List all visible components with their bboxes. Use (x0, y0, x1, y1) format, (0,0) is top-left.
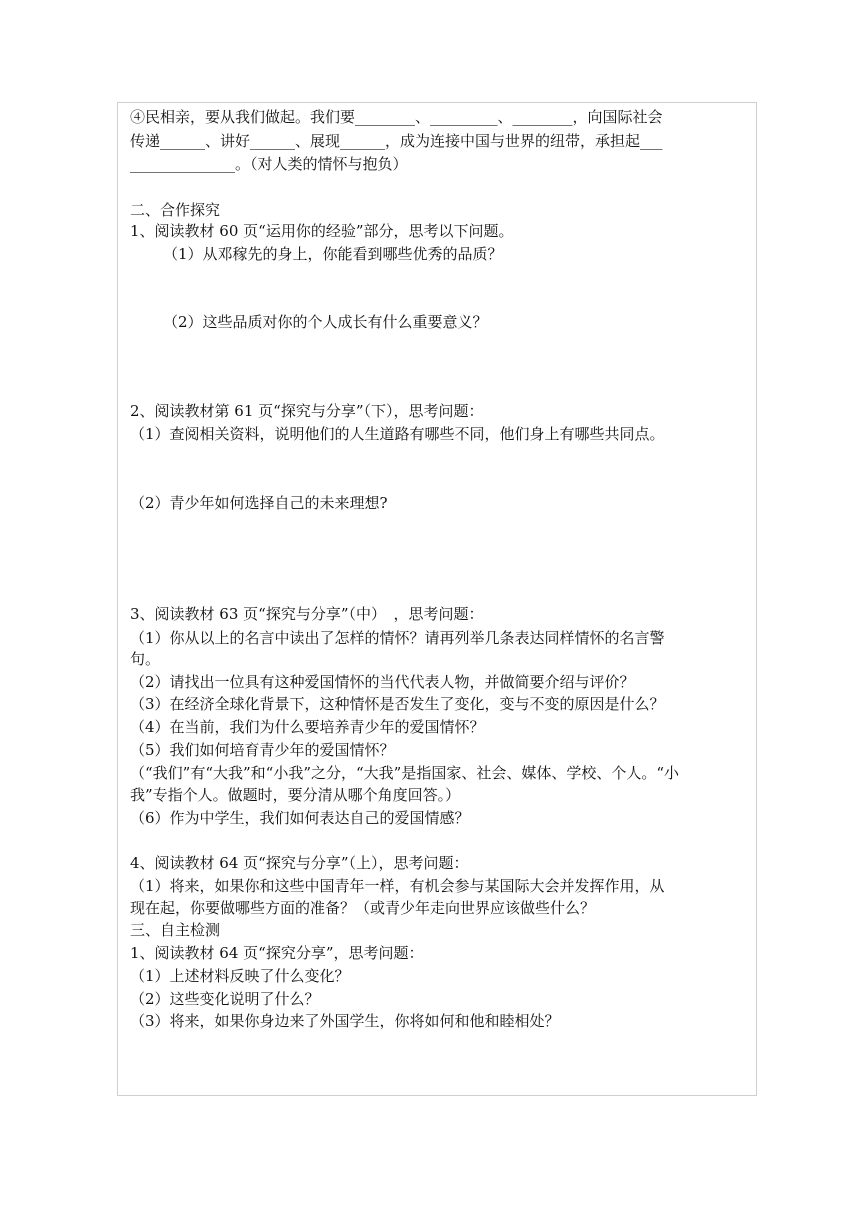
section-heading-cooperative-inquiry: 二、合作探究 (130, 201, 221, 219)
fill-in-line-2: 传递______、讲好______、展现______，成为连接中国与世界的纽带，承担起___ (130, 132, 663, 150)
question-2-2: （2）青少年如何选择自己的未来理想? (130, 494, 388, 512)
question-3-1-line-2: 句。 (130, 650, 161, 668)
fill-in-line-3: ______________。（对人类的情怀与抱负） (130, 155, 408, 173)
question-1-prompt: 1、阅读教材 60 页“运用你的经验”部分，思考以下问题。 (130, 222, 514, 240)
question-1-2: （2）这些品质对你的个人成长有什么重要意义？ (163, 313, 488, 331)
fill-in-line-1: ④民相亲，要从我们做起。我们要________、_________、________，向国际社会 (130, 108, 663, 126)
note-line-1: （“我们”有“大我”和“小我”之分，“大我”是指国家、社会、媒体、学校、个人。“小 (130, 764, 680, 782)
question-3-5: （5）我们如何培育青少年的爱国情怀？ (130, 741, 395, 759)
question-3-1-line-1: （1）你从以上的名言中读出了怎样的情怀？请再列举几条表达同样情怀的名言警 (130, 629, 665, 647)
question-2-1: （1）查阅相关资料，说明他们的人生道路有哪些不同，他们身上有哪些共同点。 (130, 425, 665, 443)
question-4-1-line-2: 现在起，你要做哪些方面的准备？（或青少年走向世界应该做些什么？ (130, 899, 596, 917)
question-3-6: （6）作为中学生，我们如何表达自己的爱国情感？ (130, 809, 470, 827)
question-4-prompt: 4、阅读教材 64 页“探究与分享”（上），思考问题： (130, 854, 469, 872)
question-4-1-line-1: （1）将来，如果你和这些中国青年一样，有机会参与某国际大会并发挥作用，从 (130, 877, 665, 895)
question-3-4: （4）在当前，我们为什么要培养青少年的爱国情怀？ (130, 718, 485, 736)
question-1-1: （1）从邓稼先的身上，你能看到哪些优秀的品质？ (163, 245, 503, 263)
question-2-prompt: 2、阅读教材第 61 页“探究与分享”（下），思考问题： (130, 402, 484, 420)
self-check-1-prompt: 1、阅读教材 64 页“探究分享”，思考问题： (130, 944, 424, 962)
question-3-2: （2）请找出一位具有这种爱国情怀的当代代表人物，并做简要介绍与评价？ (130, 673, 635, 691)
question-3-prompt: 3、阅读教材 63 页“探究与分享”（中） ，思考问题： (130, 605, 484, 623)
self-check-1-2: （2）这些变化说明了什么？ (130, 990, 320, 1008)
section-heading-self-check: 三、自主检测 (130, 921, 221, 939)
note-line-2: 我”专指个人。做题时，要分清从哪个角度回答。） (130, 786, 461, 804)
self-check-1-3: （3）将来，如果你身边来了外国学生，你将如何和他和睦相处？ (130, 1012, 560, 1030)
question-3-3: （3）在经济全球化背景下，这种情怀是否发生了变化，变与不变的原因是什么？ (130, 695, 665, 713)
self-check-1-1: （1）上述材料反映了什么变化？ (130, 967, 350, 985)
